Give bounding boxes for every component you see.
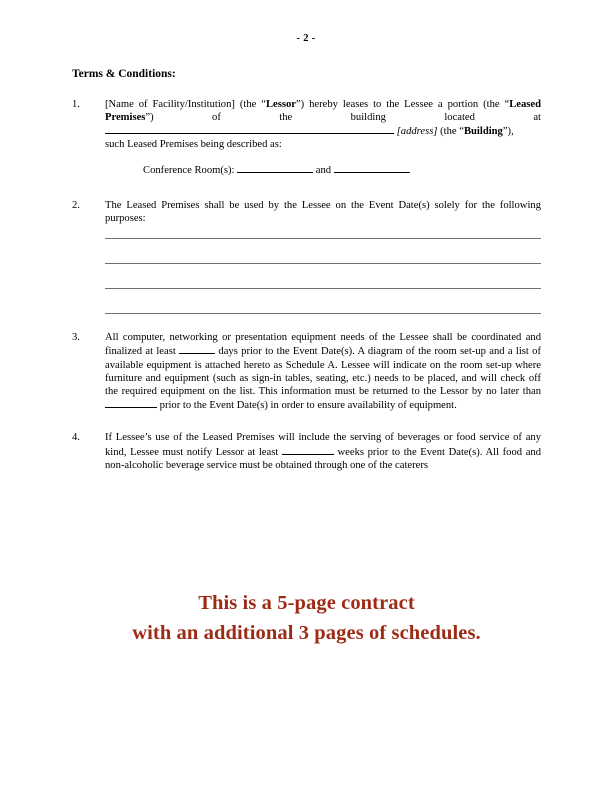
clause-1-line-3: such Leased Premises being described as: (105, 139, 282, 151)
clause-1-conference-room-line (105, 163, 541, 177)
clause-2 (72, 199, 541, 225)
clause-3 (72, 331, 541, 412)
clause-4-weeks-blank[interactable] (282, 445, 334, 455)
clause-2-number: 2. (72, 199, 80, 211)
page-number-header: - 2 - (296, 33, 316, 44)
clause-1-bold-leased-premises: Leased Premises (105, 98, 541, 123)
clause-1 (72, 98, 541, 177)
clause-1-italic-address: [address] (396, 126, 438, 138)
clause-3-body (105, 331, 541, 412)
clause-3-text-c: prior to the Event Date(s) in order to ensure availability of equipment. (157, 400, 457, 412)
clause-1-line-group (105, 98, 541, 124)
fill-in-line-3[interactable] (105, 288, 541, 289)
clause-1-text-a: [Name of Facility/Institution] (the “ (105, 98, 266, 110)
clause-4 (72, 431, 541, 472)
clause-1-text-c: ”) of the building located at (145, 112, 541, 123)
section-heading-terms-and-conditions: Terms & Conditions: (72, 68, 176, 80)
clause-4-text-a: If Lessee’s use of the Leased Premises will include the serving of beverages or food service of any kind, Lessee must notify Lessor at least (105, 432, 541, 458)
clause-4-text-b: weeks prior to the Event Date(s). All food and non-alcoholic beverage service must be obtained through one of the caterers (105, 446, 541, 471)
clause-3-text-b: days prior to the Event Date(s). A diagram of the room set-up and a list of available equipment is attached hereto as Schedule A. Lessee will indicate on the room set-up where furniture and equipment (such as sign-in tables, seating, etc.) needs to be placed, and will check off the required equipment on the list. This information must be returned to the Lessor by no later than (105, 346, 541, 398)
conference-room-label: Conference Room(s): (143, 164, 238, 176)
clause-1-number: 1. (72, 98, 80, 110)
notice-line-1: This is a 5-page contract (198, 592, 415, 614)
conference-room-and: and (313, 164, 334, 176)
clause-1-text-d: (the “ (437, 126, 464, 138)
clause-1-bold-building: Building (463, 126, 503, 138)
clause-3-text-a: All computer, networking or presentation equipment needs of the Lessee shall be coordinated and finalized at least (105, 332, 541, 358)
conference-room-blank-2[interactable] (334, 163, 410, 173)
spacer-after-clause-1 (72, 190, 541, 199)
clause-4-number: 4. (72, 432, 80, 444)
page-count-notice (72, 588, 541, 648)
clause-3-days-blank[interactable] (179, 344, 215, 354)
conference-room-blank-1[interactable] (237, 163, 313, 173)
clause-1-text-b: ”) hereby leases to the Lessee a portion (the “ (295, 98, 510, 110)
notice-line-2: with an additional 3 pages of schedules. (132, 622, 481, 644)
clause-1-address-blank[interactable] (105, 124, 394, 134)
clause-1-bold-lessor: Lessor (265, 98, 296, 110)
clause-1-body (105, 98, 541, 177)
clause-3-deadline-blank[interactable] (105, 398, 157, 408)
clause-2-body: The Leased Premises shall be used by the Lessee on the Event Date(s) solely for the following purposes: (105, 199, 541, 225)
document-body (72, 68, 541, 485)
clause-3-number: 3. (72, 332, 80, 344)
clause-2-fill-in-lines (105, 238, 541, 314)
fill-in-line-2[interactable] (105, 263, 541, 264)
spacer-before-clause-3 (72, 314, 541, 331)
clause-1-text-e: ”), (502, 126, 514, 138)
clause-4-body (105, 431, 541, 472)
fill-in-line-1[interactable] (105, 238, 541, 239)
